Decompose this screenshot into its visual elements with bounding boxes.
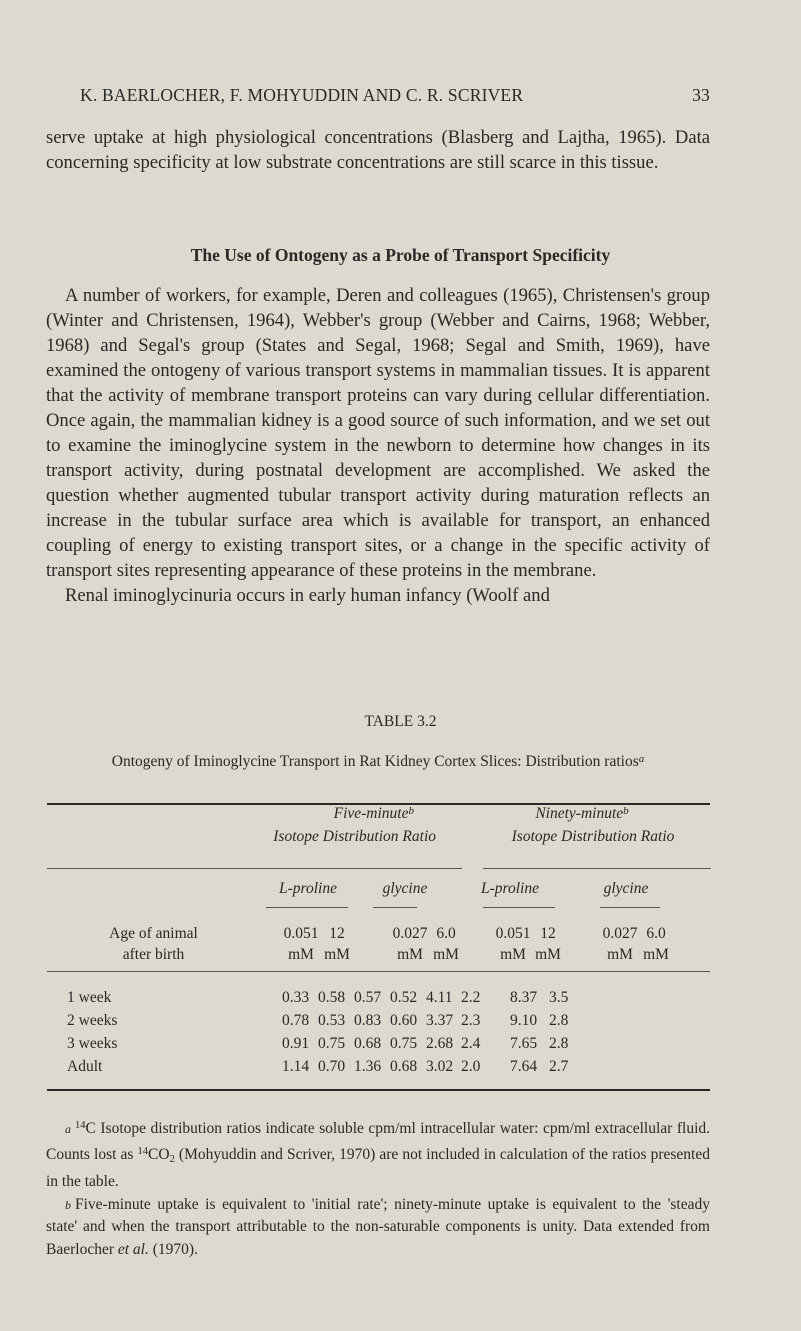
cell-value: 1.14 bbox=[282, 1058, 310, 1075]
concentration-4: 6.0 bbox=[436, 925, 456, 942]
concentration-2: 12 bbox=[329, 925, 345, 942]
concentration-6: 12 bbox=[540, 925, 556, 942]
cell-value: 2.68 bbox=[426, 1035, 454, 1052]
group-rule-ninety-minute bbox=[483, 868, 711, 869]
cell-value: 0.70 bbox=[318, 1058, 346, 1075]
section-paragraph-1: A number of workers, for example, Deren and colleagues (1965), Christensen's group (Winter and Christensen, 1964), Webber's group (Webber and Cairns, 1968; Webber, 1968) and Segal's group (States and Segal, 1968; Segal and Smith, 1969), have examined the ontogeny of various transport systems in mammalian tissues. It is apparent that the activity of membrane transport proteins can vary during cellular differentiation. Once again, the mammalian kidney is a good source of such information, and we set out to examine the iminoglycine system in the newborn to determine how changes in its transport activity, during postnatal development are accomplished. We asked the question whether augmented tubular transport activity during maturation reflects an increase in the tubular surface area which is available for transport, an enhanced coupling of energy to existing transport sites, or a change in the specific activity of transport sites representing appearance of these proteins in the membrane. bbox=[46, 285, 710, 581]
footnote-b: b Five-minute uptake is equivalent to 'initial rate'; ninety-minute uptake is equivalent to the 'steady state' and when the transport attributable to the non-saturable components is unity. Data extended from Baerlocher et al. (1970). bbox=[46, 1195, 710, 1258]
cell-value: 0.78 bbox=[282, 1012, 310, 1029]
table-title: TABLE 3.2 bbox=[364, 713, 437, 730]
substrate-header-3: L-proline bbox=[481, 880, 539, 897]
substrate-header-4: glycine bbox=[603, 880, 649, 897]
substrate-header-2: glycine bbox=[382, 880, 428, 897]
cell-value: 3.02 bbox=[426, 1058, 454, 1075]
substrate-rule-4 bbox=[600, 907, 660, 908]
concentration-5: 0.051 bbox=[495, 925, 531, 942]
concentration-1: 0.051 bbox=[283, 925, 319, 942]
cell-value: 2.7 bbox=[549, 1058, 569, 1075]
row-age: 1 week bbox=[67, 989, 112, 1006]
cell-value: 9.10 bbox=[510, 1012, 538, 1029]
section-body bbox=[46, 283, 710, 608]
footnote-a-mark: a bbox=[65, 1122, 71, 1136]
row-header-line-1: Age of animal bbox=[109, 925, 198, 942]
concentration-3: 0.027 bbox=[392, 925, 428, 942]
table-caption-footnote-mark: a bbox=[638, 753, 645, 765]
cell-value: 7.64 bbox=[510, 1058, 538, 1075]
unit-6: mM bbox=[535, 946, 561, 963]
group-header-five-minute-sub: Isotope Distribution Ratio bbox=[273, 828, 436, 845]
header-bottom-rule bbox=[47, 971, 710, 972]
cell-value: 0.75 bbox=[390, 1035, 418, 1052]
group-header-ninety-minute: Ninety-minute$^b$ bbox=[535, 805, 629, 822]
cell-value: 2.8 bbox=[549, 1035, 569, 1052]
cell-value: 3.5 bbox=[549, 989, 569, 1006]
cell-value: 2.8 bbox=[549, 1012, 569, 1029]
intro-paragraph: serve uptake at high physiological concentrations (Blasberg and Lajtha, 1965). Data concerning specificity at low substrate concentrations are still scarce in this tissue. bbox=[46, 127, 710, 173]
cell-value: 2.4 bbox=[461, 1035, 481, 1052]
cell-value: 2.0 bbox=[461, 1058, 481, 1075]
footnote-b-mark: b bbox=[65, 1197, 71, 1212]
cell-value: 0.91 bbox=[282, 1035, 310, 1052]
group-rule-row-label-18 bbox=[47, 868, 308, 869]
group-header-ninety-minute-sub: Isotope Distribution Ratio bbox=[511, 828, 675, 845]
cell-value: 2.2 bbox=[461, 989, 481, 1006]
row-age: 2 weeks bbox=[67, 1012, 118, 1029]
substrate-header-1: L-proline bbox=[279, 880, 337, 897]
unit-7: mM bbox=[607, 946, 633, 963]
row-age: 3 weeks bbox=[67, 1035, 118, 1052]
concentration-7: 0.027 bbox=[602, 925, 638, 942]
substrate-rule-1 bbox=[266, 907, 348, 908]
unit-2: mM bbox=[324, 946, 350, 963]
row-age: Adult bbox=[67, 1058, 103, 1075]
footnote-a: a $^{14}$C Isotope distribution ratios indicate soluble cpm/ml intracellular water: cpm/ml extracellular fluid. Counts lost as $^{14}CO_2$ (Mohyuddin and Scriver, 1970) are not included in calculation of the ratios presented in the table. bbox=[46, 1120, 710, 1190]
section-paragraph-2: Renal iminoglycinuria occurs in early human infancy (Woolf and bbox=[65, 585, 550, 606]
cell-value: 2.3 bbox=[461, 1012, 481, 1029]
cell-value: 0.68 bbox=[390, 1058, 418, 1075]
section-heading: The Use of Ontogeny as a Probe of Transport Specificity bbox=[190, 245, 611, 265]
group-rule-five-minute bbox=[308, 868, 462, 869]
group-header-five-minute: Five-minute$^b$ bbox=[333, 805, 414, 822]
cell-value: 0.52 bbox=[390, 989, 418, 1006]
cell-value: 4.11 bbox=[426, 989, 453, 1006]
cell-value: 0.58 bbox=[318, 989, 346, 1006]
substrate-rule-2 bbox=[373, 907, 417, 908]
table-bottom-rule bbox=[47, 1089, 710, 1091]
concentration-8: 6.0 bbox=[646, 925, 666, 942]
intro-paragraph-block bbox=[46, 125, 710, 175]
unit-1: mM bbox=[288, 946, 314, 963]
cell-value: 0.60 bbox=[390, 1012, 418, 1029]
cell-value: 7.65 bbox=[510, 1035, 538, 1052]
cell-value: 3.37 bbox=[426, 1012, 454, 1029]
cell-value: 0.57 bbox=[354, 989, 382, 1006]
unit-8: mM bbox=[643, 946, 669, 963]
unit-4: mM bbox=[433, 946, 459, 963]
table-caption-text: Ontogeny of Iminoglycine Transport in Rat Kidney Cortex Slices: Distribution ratios bbox=[111, 753, 639, 770]
cell-value: 0.75 bbox=[318, 1035, 346, 1052]
cell-value: 0.53 bbox=[318, 1012, 346, 1029]
cell-value: 1.36 bbox=[354, 1058, 382, 1075]
cell-value: 8.37 bbox=[510, 989, 538, 1006]
unit-5: mM bbox=[500, 946, 526, 963]
cell-value: 0.33 bbox=[282, 989, 310, 1006]
table-caption bbox=[46, 750, 710, 771]
substrate-rule-3 bbox=[483, 907, 555, 908]
running-head-authors: K. BAERLOCHER, F. MOHYUDDIN AND C. R. SCRIVER bbox=[80, 85, 524, 105]
row-header-line-2: after birth bbox=[122, 946, 185, 963]
cell-value: 0.68 bbox=[354, 1035, 382, 1052]
unit-3: mM bbox=[397, 946, 423, 963]
cell-value: 0.83 bbox=[354, 1012, 382, 1029]
table-footnotes bbox=[46, 1115, 710, 1261]
page-number: 33 bbox=[692, 85, 710, 105]
